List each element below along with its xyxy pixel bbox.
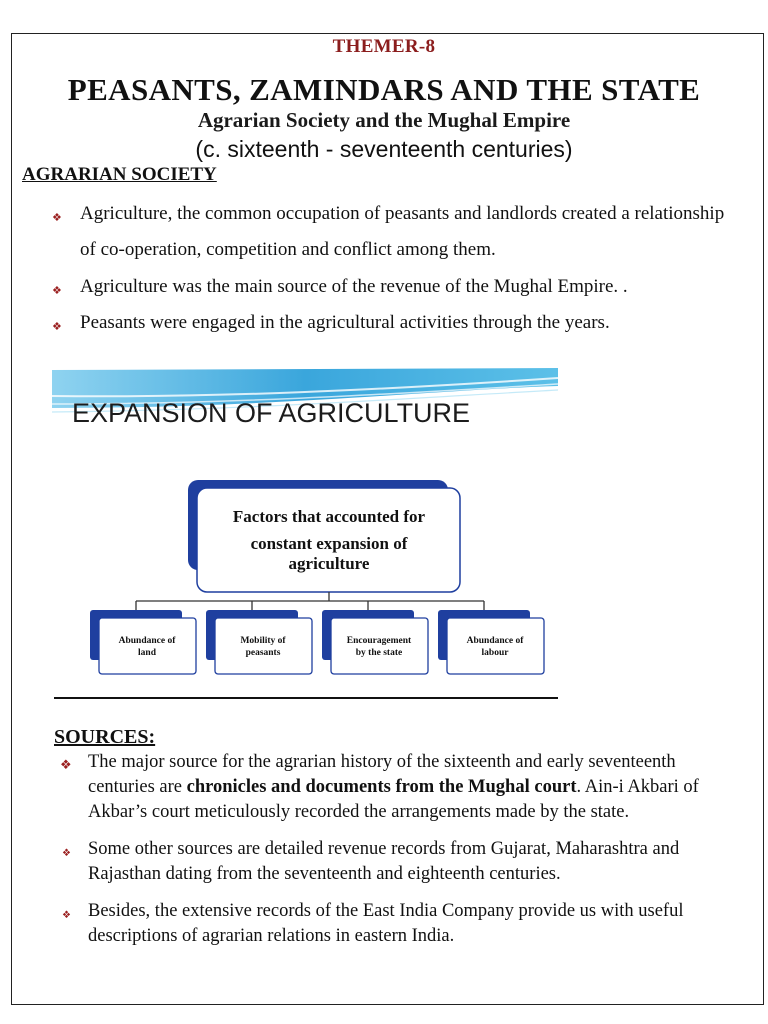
source-point-1-part-1: The major source for the agrarian history of the sixteenth and early seventeenth centuries are <box>88 752 676 797</box>
factor-3-line-2: by the state <box>355 648 403 658</box>
factors-diagram <box>85 476 555 686</box>
list-item <box>48 272 738 302</box>
source-point-1-bold: chronicles and documents from the Mughal court <box>186 777 577 797</box>
factor-2-line-1: Mobility of <box>240 636 286 646</box>
list-item <box>60 750 730 825</box>
factor-node-mobility <box>206 610 312 674</box>
theme-label: THEMER-8 <box>332 36 436 57</box>
diamond-bullet-icon: ❖ <box>62 910 71 921</box>
diagram-connectors <box>136 592 484 610</box>
diagram-root-node <box>188 480 460 592</box>
source-point-3: Besides, the extensive records of the East India Company provide us with useful descriptions of agrarian relations in eastern India. <box>88 901 684 946</box>
period-label: (c. sixteenth - seventeenth centuries) <box>195 136 573 162</box>
factor-node-labour <box>438 610 544 674</box>
diamond-bullet-icon: ❖ <box>52 285 62 297</box>
factor-3-line-1: Encouragement <box>346 636 412 646</box>
diamond-bullet-icon: ❖ <box>62 848 71 859</box>
agrarian-point-1: Agriculture, the common occupation of peasants and landlords created a relationship of co-operation, competition and conflict among them. <box>80 203 725 260</box>
list-item <box>60 837 730 887</box>
agrarian-point-3: Peasants were engaged in the agricultural activities through the years. <box>80 312 610 333</box>
source-point-1-part-2: . Ain-i Akbari of Akbar’s court meticulously recorded the arrangements made by the state. <box>88 777 699 822</box>
factor-4-line-2: labour <box>481 648 509 658</box>
expansion-title: EXPANSION OF AGRICULTURE <box>72 398 471 428</box>
diamond-bullet-icon: ❖ <box>52 321 62 333</box>
diamond-bullet-icon: ❖ <box>52 212 62 224</box>
factor-2-line-2: peasants <box>245 648 281 658</box>
list-item <box>48 308 738 338</box>
root-line-1: Factors that accounted for <box>232 507 426 526</box>
sources-list <box>60 750 730 949</box>
factor-4-line-1: Abundance of <box>466 636 524 646</box>
source-point-2: Some other sources are detailed revenue records from Gujarat, Maharashtra and Rajasthan dating from the seventeenth and eighteenth centuries. <box>88 839 680 884</box>
list-item <box>48 196 738 268</box>
factor-node-land <box>90 610 196 674</box>
list-item <box>60 899 730 949</box>
root-line-3: agriculture <box>288 554 370 573</box>
factor-1-line-1: Abundance of <box>118 636 176 646</box>
agrarian-point-2: Agriculture was the main source of the revenue of the Mughal Empire. . <box>80 276 628 297</box>
sources-heading: SOURCES: <box>54 726 156 748</box>
factor-1-line-2: land <box>138 648 156 658</box>
diamond-bullet-icon: ❖ <box>60 757 72 772</box>
page-subtitle: Agrarian Society and the Mughal Empire <box>197 108 571 132</box>
factor-node-encouragement <box>322 610 428 674</box>
section-divider <box>54 697 558 699</box>
agrarian-list <box>48 196 738 338</box>
agrarian-heading: AGRARIAN SOCIETY <box>22 164 217 185</box>
page-title: PEASANTS, ZAMINDARS AND THE STATE <box>67 72 701 107</box>
root-line-2: constant expansion of <box>250 534 408 553</box>
